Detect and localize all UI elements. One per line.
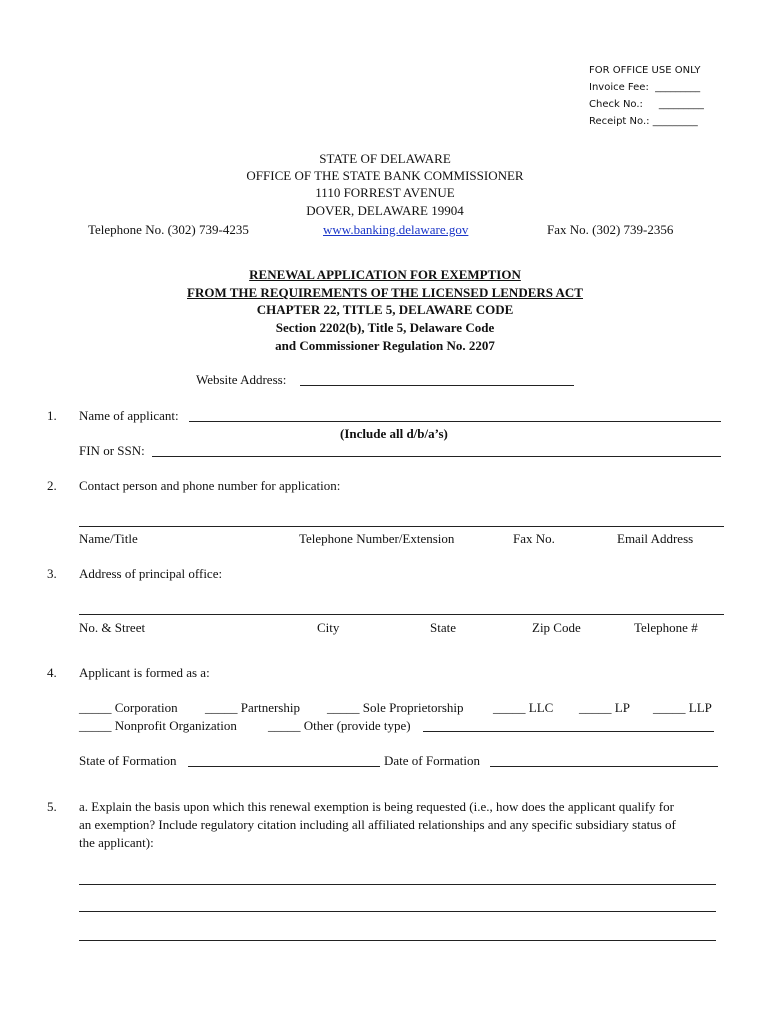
fin-ssn-field[interactable] bbox=[152, 456, 721, 457]
q4-number: 4. bbox=[47, 665, 57, 680]
header-fax: Fax No. (302) 739-2356 bbox=[547, 222, 674, 237]
option-nonprofit[interactable]: _____ Nonprofit Organization bbox=[79, 718, 237, 733]
address-col-zip: Zip Code bbox=[532, 620, 581, 635]
q3-label: Address of principal office: bbox=[79, 566, 223, 581]
office-use-block bbox=[589, 62, 704, 130]
check-no-row bbox=[589, 96, 704, 113]
contact-col-fax: Fax No. bbox=[513, 531, 555, 546]
contact-field[interactable] bbox=[79, 526, 724, 527]
receipt-no-label: Receipt No.: bbox=[589, 116, 650, 127]
website-address-label: Website Address: bbox=[196, 372, 287, 387]
header-city: DOVER, DELAWARE 19904 bbox=[306, 203, 464, 218]
q5-answer-line[interactable] bbox=[79, 911, 716, 912]
form-title-line3: CHAPTER 22, TITLE 5, DELAWARE CODE bbox=[256, 302, 514, 317]
q5-text-line2: an exemption? Include regulatory citation including all affiliated relationships and any specific subsidiary status of bbox=[79, 817, 676, 832]
check-no-label: Check No.: bbox=[589, 99, 643, 110]
header-state: STATE OF DELAWARE bbox=[319, 151, 451, 166]
q5-answer-line[interactable] bbox=[79, 884, 716, 885]
invoice-fee-label: Invoice Fee: bbox=[589, 82, 649, 93]
invoice-fee-row bbox=[589, 79, 704, 96]
office-use-title: FOR OFFICE USE ONLY bbox=[589, 65, 701, 76]
check-no-blank[interactable]: _________ bbox=[658, 99, 704, 110]
q2-number: 2. bbox=[47, 478, 57, 493]
receipt-no-row bbox=[589, 113, 704, 130]
option-llc[interactable]: _____ LLC bbox=[493, 700, 554, 715]
header-office: OFFICE OF THE STATE BANK COMMISSIONER bbox=[246, 168, 524, 183]
q4-label: Applicant is formed as a: bbox=[79, 665, 210, 680]
state-of-formation-label: State of Formation bbox=[79, 753, 177, 768]
contact-col-email: Email Address bbox=[617, 531, 694, 546]
q2-label: Contact person and phone number for application: bbox=[79, 478, 341, 493]
form-title-line4: Section 2202(b), Title 5, Delaware Code bbox=[275, 320, 495, 335]
q5-text-line3: the applicant): bbox=[79, 835, 154, 850]
website-address-field[interactable] bbox=[300, 385, 574, 386]
address-field[interactable] bbox=[79, 614, 724, 615]
option-lp[interactable]: _____ LP bbox=[579, 700, 630, 715]
header-website-link[interactable]: www.banking.delaware.gov bbox=[323, 222, 469, 237]
option-partnership[interactable]: _____ Partnership bbox=[205, 700, 300, 715]
q1-dba-note: (Include all d/b/a’s) bbox=[340, 426, 448, 441]
q3-number: 3. bbox=[47, 566, 57, 581]
address-col-telephone: Telephone # bbox=[634, 620, 698, 635]
option-llp[interactable]: _____ LLP bbox=[653, 700, 712, 715]
contact-col-name: Name/Title bbox=[79, 531, 138, 546]
option-corporation[interactable]: _____ Corporation bbox=[79, 700, 178, 715]
address-col-state: State bbox=[430, 620, 456, 635]
q5-number: 5. bbox=[47, 799, 57, 814]
date-of-formation-label: Date of Formation bbox=[384, 753, 481, 768]
q1-number: 1. bbox=[47, 408, 57, 423]
q1-label: Name of applicant: bbox=[79, 408, 179, 423]
address-col-city: City bbox=[317, 620, 340, 635]
contact-col-telephone: Telephone Number/Extension bbox=[299, 531, 455, 546]
header-street: 1110 FORREST AVENUE bbox=[315, 185, 455, 200]
applicant-name-field[interactable] bbox=[189, 421, 721, 422]
form-title-line5: and Commissioner Regulation No. 2207 bbox=[275, 338, 495, 353]
option-sole-proprietorship[interactable]: _____ Sole Proprietorship bbox=[327, 700, 464, 715]
header-telephone: Telephone No. (302) 739-4235 bbox=[88, 222, 249, 237]
invoice-fee-blank[interactable]: _________ bbox=[655, 82, 701, 93]
address-col-street: No. & Street bbox=[79, 620, 146, 635]
date-of-formation-field[interactable] bbox=[490, 766, 718, 767]
fin-ssn-label: FIN or SSN: bbox=[79, 443, 145, 458]
form-title-line2: FROM THE REQUIREMENTS OF THE LICENSED LENDERS ACT bbox=[187, 285, 583, 300]
other-type-field[interactable] bbox=[423, 731, 714, 732]
receipt-no-blank[interactable]: _________ bbox=[652, 116, 698, 127]
q5-text-line1: a. Explain the basis upon which this renewal exemption is being requested (i.e., how does the applicant qualify for bbox=[79, 799, 674, 814]
state-of-formation-field[interactable] bbox=[188, 766, 380, 767]
q5-answer-line[interactable] bbox=[79, 940, 716, 941]
form-title-line1: RENEWAL APPLICATION FOR EXEMPTION bbox=[249, 267, 521, 282]
option-other[interactable]: _____ Other (provide type) bbox=[268, 718, 411, 733]
